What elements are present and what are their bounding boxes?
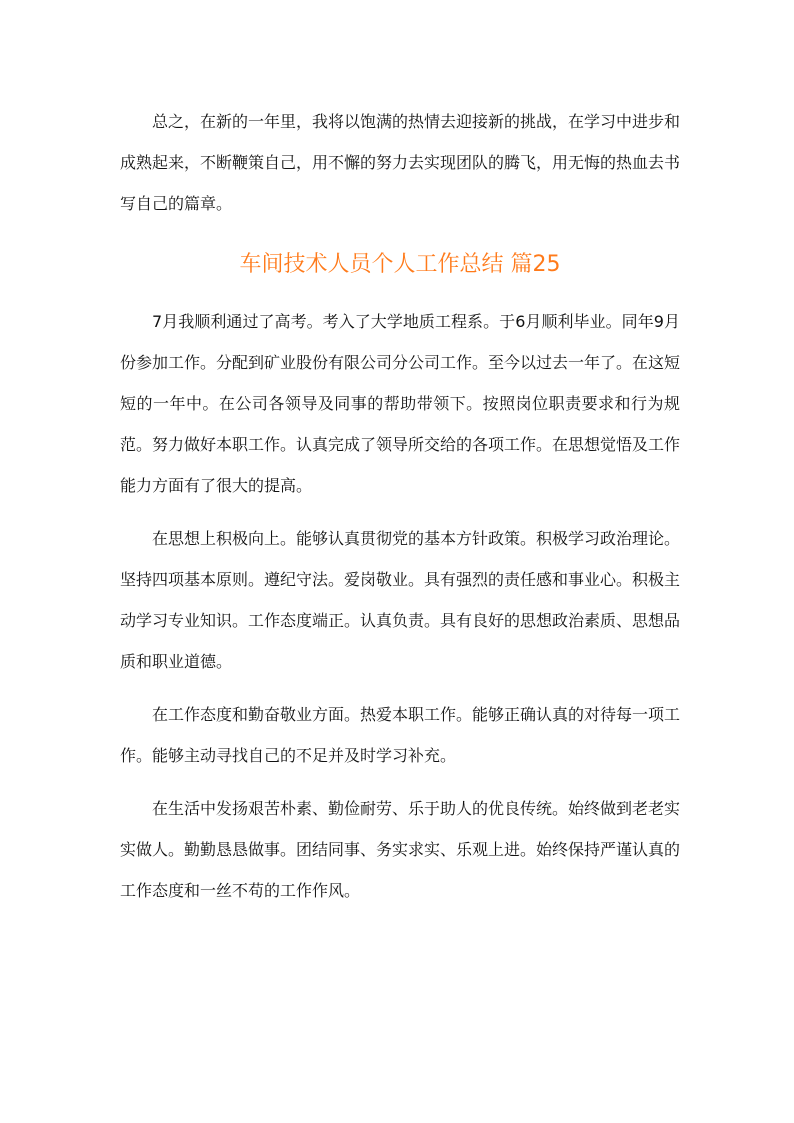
section-title: 车间技术人员个人工作总结 篇25 [239,252,561,277]
body-paragraph-4: 在生活中发扬艰苦朴素、勤俭耐劳、乐于助人的优良传统。始终做到老老实实做人。勤勤恳恳做事。团结同事、务实求实、乐观上进。始终保持严谨认真的工作态度和一丝不苟的工作作风。 [120,799,681,900]
document-content [120,101,680,911]
body-paragraph-3: 在工作态度和勤奋敬业方面。热爱本职工作。能够正确认真的对待每一项工作。能够主动寻找自己的不足并及时学习补充。 [120,705,681,765]
body-paragraph-1: 7月我顺利通过了高考。考入了大学地质工程系。于6月顺利毕业。同年9月份参加工作。分配到矿业股份有限公司分公司工作。至今以过去一年了。在这短短的一年中。在公司各领导及同事的帮助带领下。按照岗位职责要求和行为规范。努力做好本职工作。认真完成了领导所交给的各项工作。在思想觉悟及工作能力方面有了很大的提高。 [120,312,681,495]
body-paragraph-2: 在思想上积极向上。能够认真贯彻党的基本方针政策。积极学习政治理论。坚持四项基本原则。遵纪守法。爱岗敬业。具有强烈的责任感和事业心。积极主动学习专业知识。工作态度端正。认真负责。具有良好的思想政治素质、思想品质和职业道德。 [120,529,681,671]
intro-paragraph: 总之，在新的一年里，我将以饱满的热情去迎接新的挑战，在学习中进步和成熟起来，不断鞭策自己，用不懈的努力去实现团队的腾飞，用无悔的热血去书写自己的篇章。 [120,112,681,213]
